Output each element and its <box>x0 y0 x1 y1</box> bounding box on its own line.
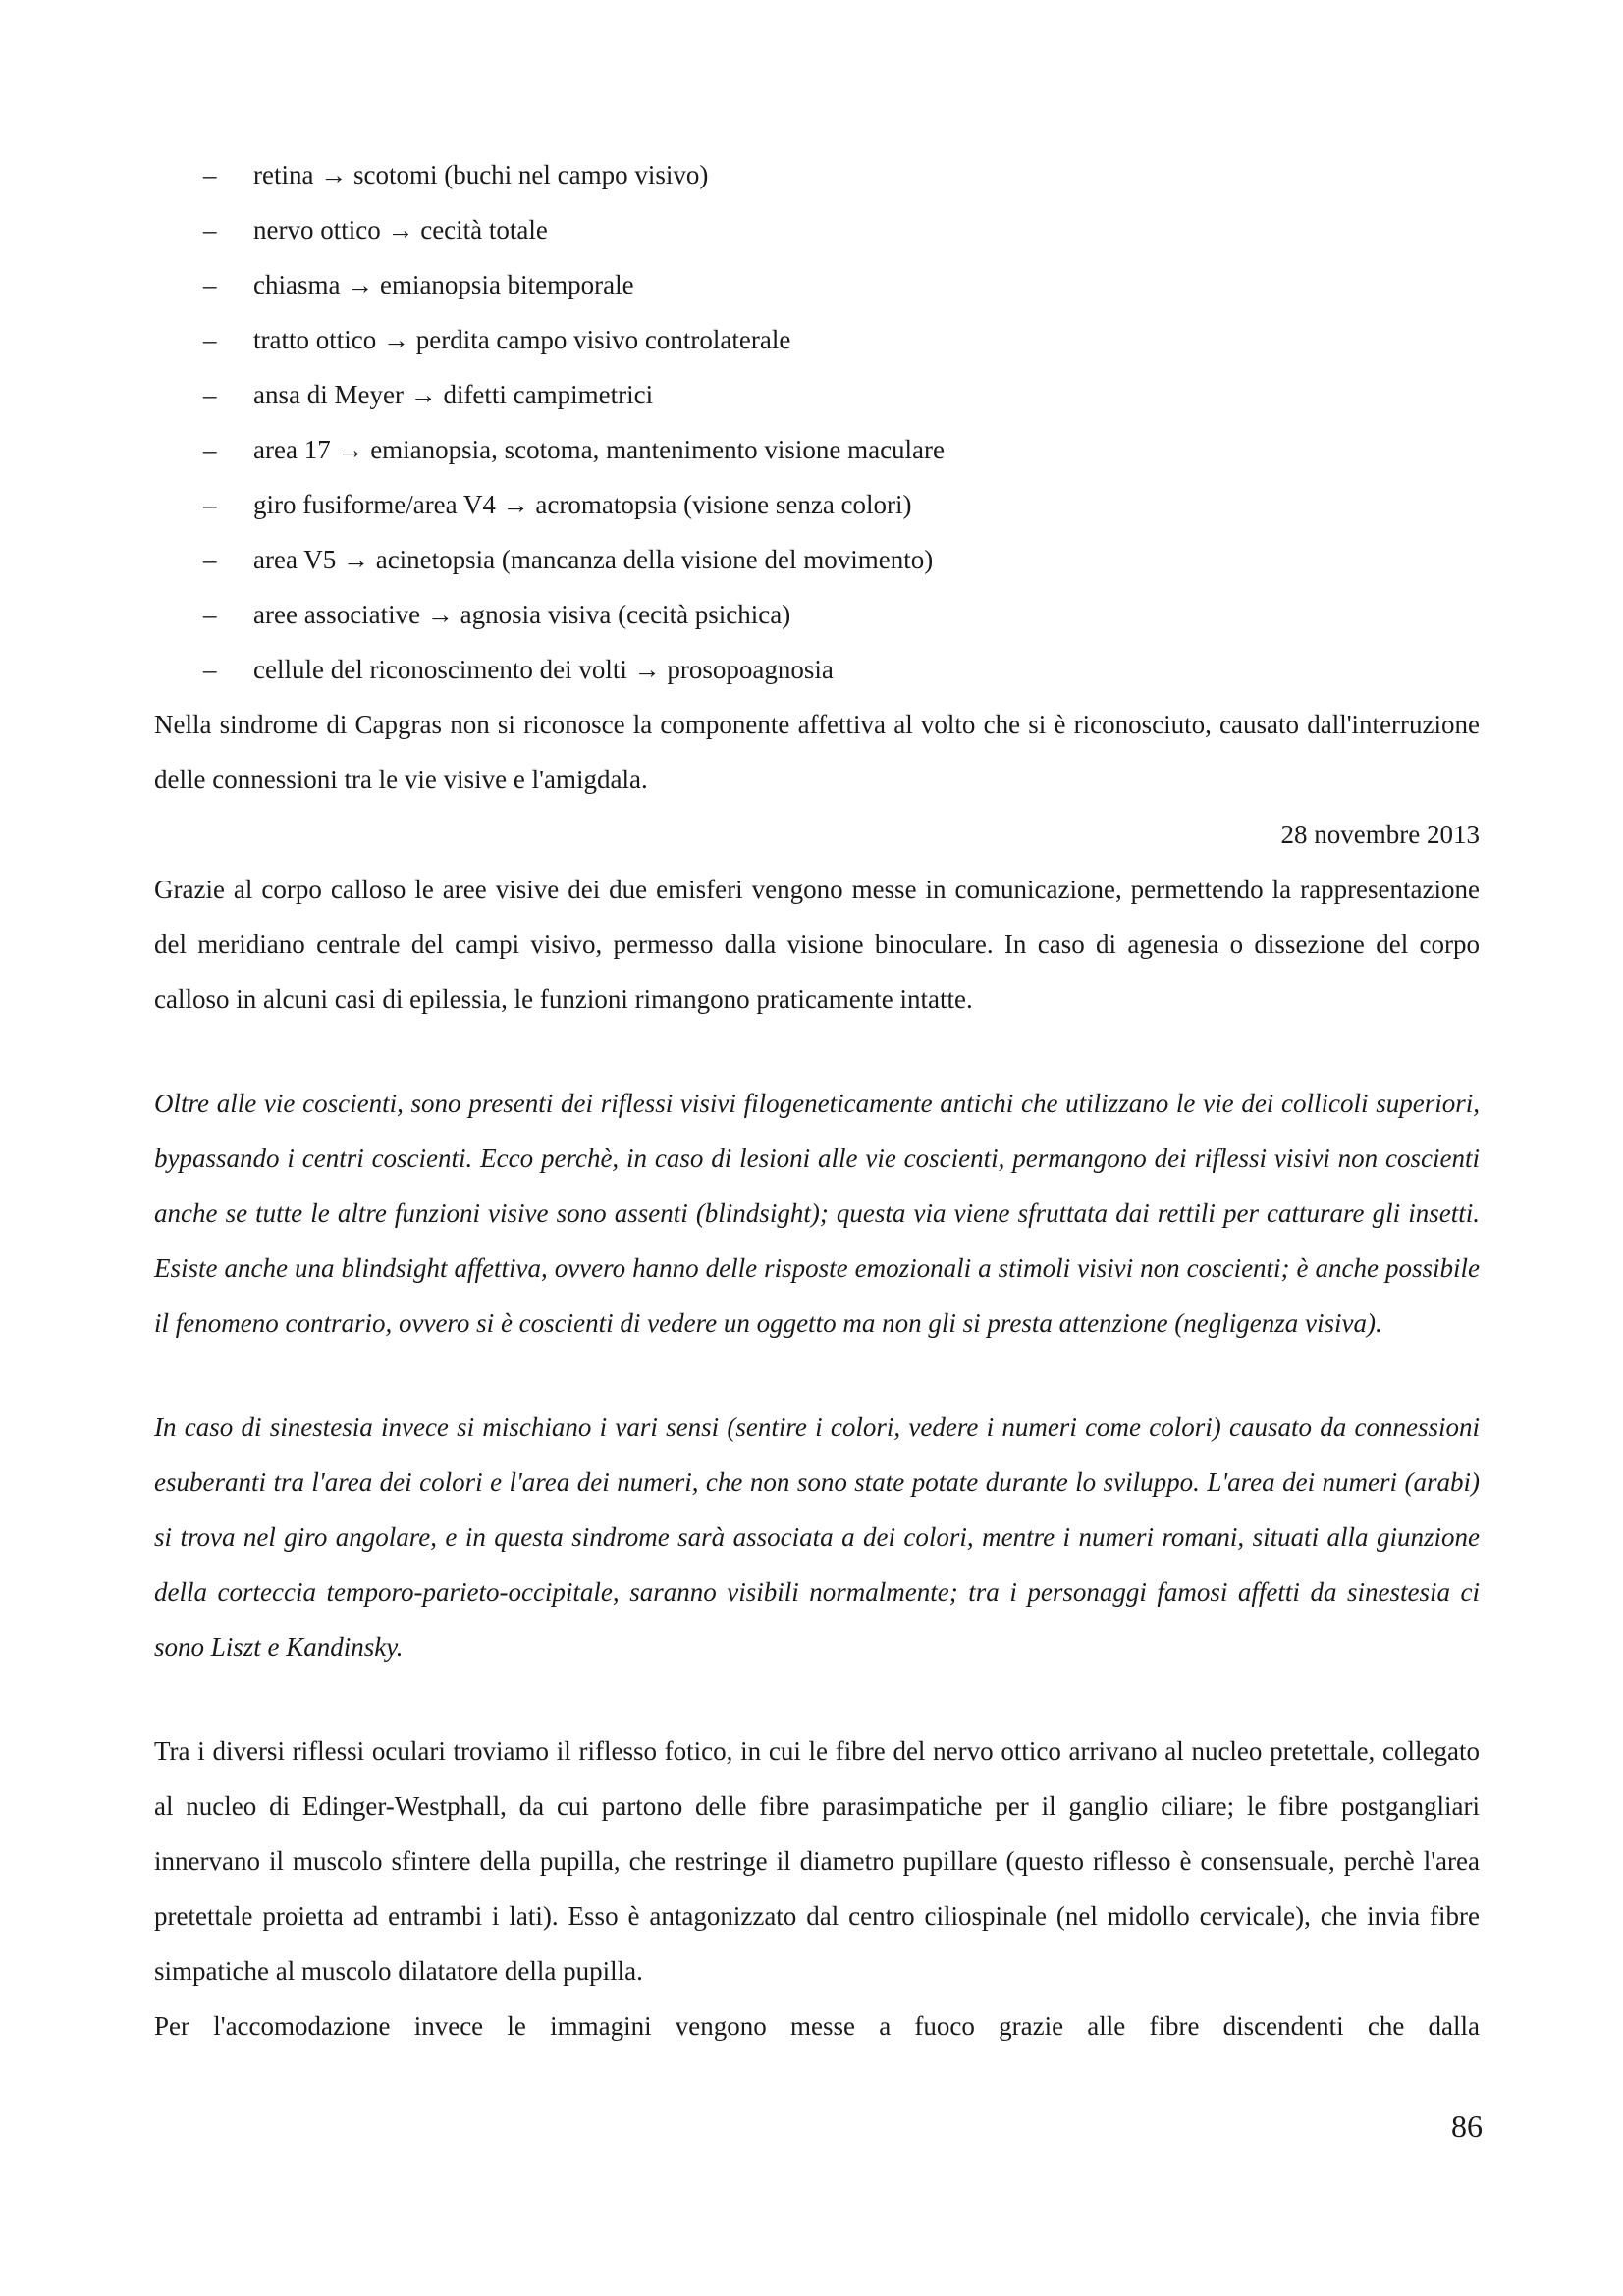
list-item <box>154 202 1480 257</box>
blindsight-paragraph: Oltre alle vie coscienti, sono presenti dei riflessi visivi filogeneticamente antichi che utilizzano le vie dei collicoli superiori, bypassando i centri coscienti. Ecco perchè, in caso di lesioni alle vie coscienti, permangono dei riflessi visivi non coscienti anche se tutte le altre funzioni visive sono assenti (blindsight); questa via viene sfruttata dai rettili per catturare gli insetti. Esiste anche una blindsight affettiva, ovvero hanno delle risposte emozionali a stimoli visivi non coscienti; è anche possibile il fenomeno contrario, ovvero si è coscienti di vedere un oggetto ma non gli si presta attenzione (negligenza visiva). <box>154 1089 1480 1338</box>
sinestesia-paragraph: In caso di sinestesia invece si mischiano i vari sensi (sentire i colori, vedere i numeri come colori) causato da connessioni esuberanti tra l'area dei colori e l'area dei numeri, che non sono state potate durante lo sviluppo. L'area dei numeri (arabi) si trova nel giro angolare, e in questa sindrome sarà associata a dei colori, mentre i numeri romani, situati alla giunzione della corteccia temporo-parieto-occipitale, saranno visibili normalmente; tra i personaggi famosi affetti da sinestesia ci sono Liszt e Kandinsky. <box>154 1413 1480 1662</box>
paragraph-gap <box>154 1351 1480 1400</box>
list-item-text: nervo ottico → cecità totale <box>253 215 548 244</box>
list-item-text: aree associative → agnosia visiva (cecità psichica) <box>253 600 791 629</box>
list-item-text: retina → scotomi (buchi nel campo visivo) <box>253 160 709 189</box>
page-content <box>154 147 1480 2054</box>
list-item-text: tratto ottico → perdita campo visivo controlaterale <box>253 325 791 354</box>
list-item-text: giro fusiforme/area V4 → acromatopsia (visione senza colori) <box>253 490 912 519</box>
paragraph-gap <box>154 1675 1480 1724</box>
list-dash: – <box>203 380 217 409</box>
list-dash: – <box>203 435 217 464</box>
capgras-paragraph: Nella sindrome di Capgras non si riconosce la componente affettiva al volto che si è riconosciuto, causato dall'interruzione delle connessioni tra le vie visive e l'amigdala. <box>154 710 1480 794</box>
list-dash: – <box>203 545 217 574</box>
list-item <box>154 257 1480 312</box>
riflesso-fotico-paragraph: Tra i diversi riflessi oculari troviamo il riflesso fotico, in cui le fibre del nervo ottico arrivano al nucleo pretettale, collegato al nucleo di Edinger-Westphall, da cui partono delle fibre parasimpatiche per il ganglio ciliare; le fibre postgangliari innervano il muscolo sfintere della pupilla, che restringe il diametro pupillare (questo riflesso è consensuale, perchè l'area pretettale proietta ad entrambi i lati). Esso è antagonizzato dal centro ciliospinale (nel midollo cervicale), che invia fibre simpatiche al muscolo dilatatore della pupilla. <box>154 1736 1480 1986</box>
list-dash: – <box>203 325 217 354</box>
list-item-text: area V5 → acinetopsia (mancanza della visione del movimento) <box>253 545 934 574</box>
list-item <box>154 532 1480 587</box>
list-dash: – <box>203 655 217 684</box>
list-item <box>154 312 1480 367</box>
page-number: 86 <box>1451 2109 1483 2144</box>
list-item <box>154 147 1480 202</box>
list-item-text: area 17 → emianopsia, scotoma, mantenimento visione maculare <box>253 435 946 464</box>
list-dash: – <box>203 160 217 189</box>
accomodazione-paragraph: Per l'accomodazione invece le immagini vengono messe a fuoco grazie alle fibre discendenti che dalla <box>154 2011 1480 2041</box>
paragraph-gap <box>154 1027 1480 1076</box>
list-item-text: ansa di Meyer → difetti campimetrici <box>253 380 654 409</box>
list-item <box>154 587 1480 642</box>
list-item <box>154 367 1480 422</box>
list-dash: – <box>203 215 217 244</box>
lesion-list <box>154 147 1480 697</box>
list-dash: – <box>203 600 217 629</box>
list-item <box>154 642 1480 697</box>
list-item-text: cellule del riconoscimento dei volti → prosopoagnosia <box>253 655 834 684</box>
list-item <box>154 422 1480 477</box>
lecture-date: 28 novembre 2013 <box>1280 820 1480 849</box>
list-item <box>154 477 1480 532</box>
list-item-text: chiasma → emianopsia bitemporale <box>253 270 634 299</box>
corpo-calloso-paragraph: Grazie al corpo calloso le aree visive dei due emisferi vengono messe in comunicazione, permettendo la rappresentazione del meridiano centrale del campi visivo, permesso dalla visione binoculare. In caso di agenesia o dissezione del corpo calloso in alcuni casi di epilessia, le funzioni rimangono praticamente intatte. <box>154 875 1480 1014</box>
list-dash: – <box>203 490 217 519</box>
list-dash: – <box>203 270 217 299</box>
